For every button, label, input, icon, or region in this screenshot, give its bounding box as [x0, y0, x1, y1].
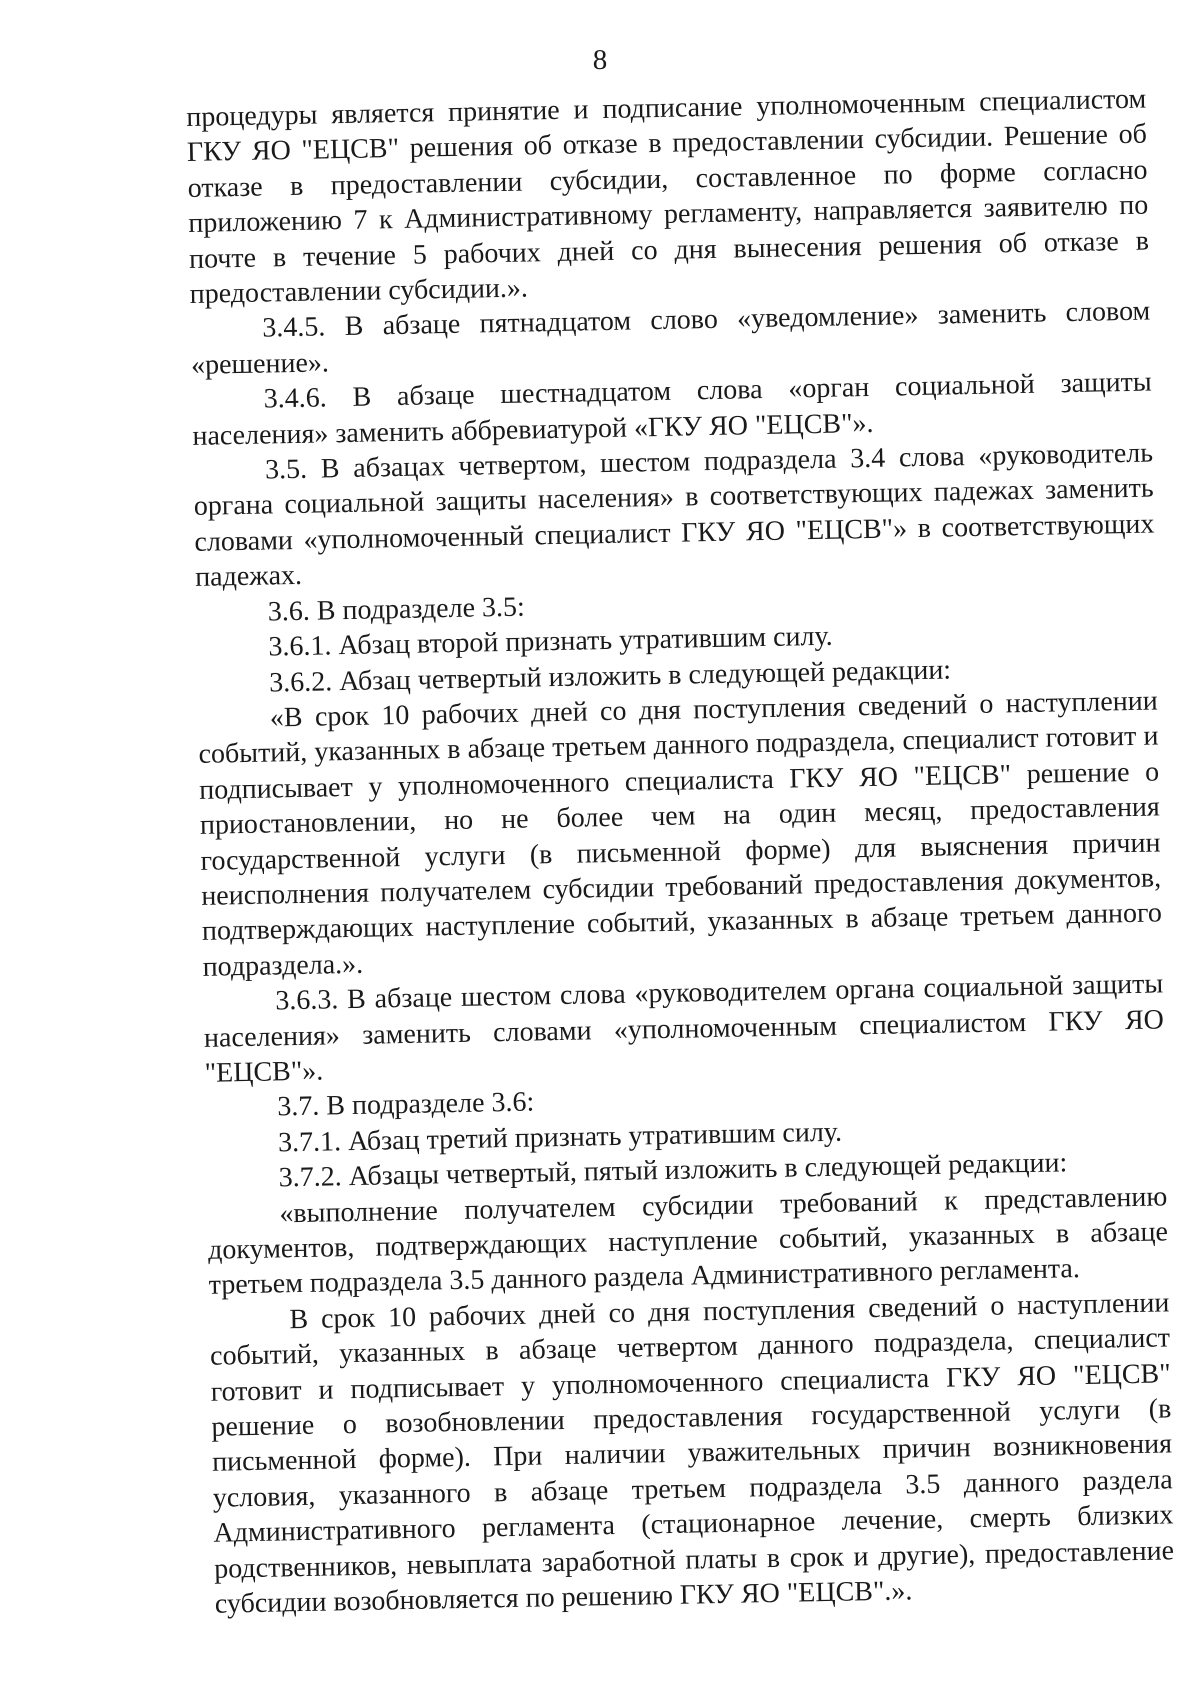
paragraph-quote-3-6-2: «В срок 10 рабочих дней со дня поступления сведений о наступлении событий, указанных в абзаце третьем данного подраздела, специалист готовит и подписывает у уполномоченного специалиста ГКУ ЯО "ЕЦСВ" решение о приостановлении, но не более чем на один месяц, предоставления государственной услуги (в письменной форме) для выяснения причин неисполнения получателем субсидии требований предоставления документов, подтверждающих наступление событий, указанных в абзаце третьем данного подраздела.». [198, 685, 1163, 983]
paragraph-3-4-6: 3.4.6. В абзаце шестнадцатом слова «орган социальной защиты населения» заменить аббревиатурой «ГКУ ЯО "ЕЦСВ"». [192, 366, 1152, 452]
paragraph-3-7-2: 3.7.2. Абзацы четвертый, пятый изложить в следующей редакции: [278, 1147, 1068, 1194]
paragraph-3-5: 3.5. В абзацах четвертом, шестом подраздела 3.4 слова «руководитель органа социальной защиты населения» в соответствующих падежах заменить словами «уполномоченный специалист ГКУ ЯО "ЕЦСВ"» в соответствующих падежах. [193, 437, 1155, 594]
page-number: 8 [592, 44, 608, 76]
paragraph-3-6-1: 3.6.1. Абзац второй признать утратившим силу. [268, 620, 833, 663]
paragraph-3-6-3: 3.6.3. В абзаце шестом слова «руководителем органа социальной защиты населения» заменить словами «уполномоченным специалистом ГКУ ЯО "ЕЦСВ"». [203, 968, 1165, 1089]
paragraph-3-7: 3.7. В подразделе 3.6: [277, 1086, 535, 1123]
paragraph-3-6: 3.6. В подразделе 3.5: [267, 591, 526, 628]
paragraph-3-7-1: 3.7.1. Абзац третий признать утратившим силу. [277, 1116, 843, 1159]
paragraph-3-4-5: 3.4.5. В абзаце пятнадцатом слово «уведомление» заменить словом «решение». [190, 295, 1151, 381]
paragraph-quote-3-7-2-a: «выполнение получателем субсидии требований к представлению документов, подтверждающих наступление событий, указанных в абзаце третьем подраздела 3.5 данного раздела Административного регламента. [207, 1180, 1169, 1302]
document-body [186, 82, 1175, 1623]
paragraph-3-6-2: 3.6.2. Абзац четвертый изложить в следующей редакции: [268, 653, 952, 699]
paragraph-continuation: процедуры является принятие и подписание уполномоченным специалистом ГКУ ЯО "ЕЦСВ" решения об отказе в предоставлении субсидии. Решение об отказе в предоставлении субсидии, составленное по форме согласно приложению 7 к Административному регламенту, направляется заявителю по почте в течение 5 рабочих дней со дня вынесения решения об отказе в предоставлении субсидии.». [186, 83, 1150, 310]
paragraph-quote-3-7-2-b: В срок 10 рабочих дней со дня поступления сведений о наступлении событий, указанных в абзаце четвертом данного подраздела, специалист готовит и подписывает у уполномоченного специалиста ГКУ ЯО "ЕЦСВ" решение о возобновлении предоставления государственной услуги (в письменной форме). При наличии уважительных причин возникновения условия, указанного в абзаце третьем подраздела 3.5 данного раздела Административного регламента (стационарное лечение, смерть близких родственников, невыплата заработной платы в срок и другие), предоставление субсидии возобновляется по решению ГКУ ЯО "ЕЦСВ".». [209, 1287, 1175, 1620]
